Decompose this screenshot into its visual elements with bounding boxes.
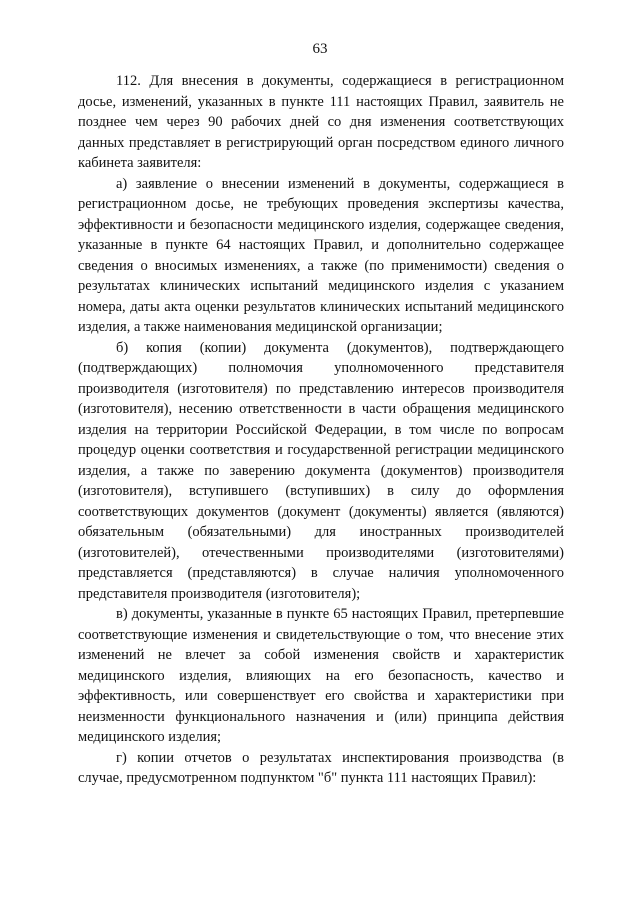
paragraph-112: 112. Для внесения в документы, содержащиеся в регистрационном досье, изменений, указанных в пункте 111 настоящих Правил, заявитель не позднее чем через 90 рабочих дней со дня изменения соответствующих данных представляет в регистрирующий орган посредством единого личного кабинета заявителя: (78, 73, 564, 171)
document-body (78, 71, 564, 789)
subparagraph-g: г) копии отчетов о результатах инспектирования производства (в случае, предусмотренном подпунктом "б" пункта 111 настоящих Правил): (78, 749, 564, 786)
page-number: 63 (312, 41, 328, 57)
subparagraph-v: в) документы, указанные в пункте 65 настоящих Правил, претерпевшие соответствующие изменения и свидетельствующие о том, что внесение этих изменений не влечет за собой изменения свойств и характеристик медицинского изделия, влияющих на его безопасность, качество и эффективность, или совершенствует его свойства и характеристики при неизменности функционального назначения и (или) принципа действия медицинского изделия; (78, 606, 564, 745)
subparagraph-a: а) заявление о внесении изменений в документы, содержащиеся в регистрационном досье, не требующих проведения экспертизы качества, эффективности и безопасности медицинского изделия, содержащее сведения, указанные в пункте 64 настоящих Правил, и дополнительно содержащее сведения о вносимых изменениях, а также (по применимости) сведения о результатах клинических испытаний медицинского изделия с указанием номера, даты акта оценки результатов клинических испытаний медицинского изделия, а также наименования медицинской организации; (78, 175, 564, 335)
subparagraph-b: б) копия (копии) документа (документов), подтверждающего (подтверждающих) полномочия уполномоченного представителя производителя (изготовителя) по представлению интересов производителя (изготовителя), несению ответственности в части обращения медицинского изделия на территории Российской Федерации, в том числе по вопросам процедур оценки соответствия и государственной регистрации медицинского изделия, а также по заверению документа (документов) производителя (изготовителя), вступившего (вступивших) в силу до оформления соответствующих документов (документ (документы) является (являются) обязательным (обязательными) для иностранных производителей (изготовителей), отечественными производителями (изготовителями) представляется (представляются) в случае наличия уполномоченного представителя производителя (изготовителя); (78, 339, 564, 602)
